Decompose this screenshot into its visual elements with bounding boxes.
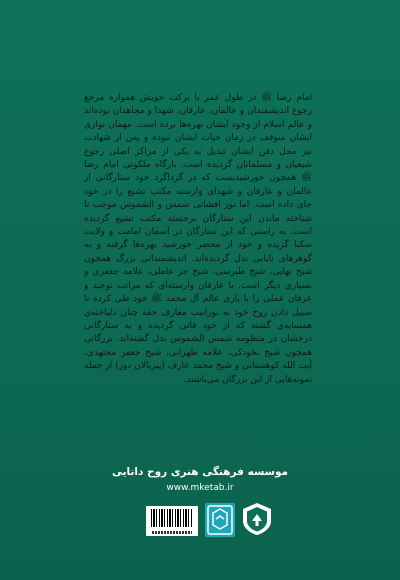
barcode-digits — [152, 531, 192, 534]
publisher-name: موسسه فرهنگی هنری روح دانایی — [111, 466, 289, 478]
body-paragraph: امام رضا ﷺ در طول عمر با برکت خویش همواره مرجع رجوع اندیشمندان و عالمان، عارفان، شهدا و مجاهدان بوده‌اند و عالم اسلام از وجود ایشان بهره‌ها برده است. مهمان نوازی ایشان متوقف در زمان حیات ایشان نبوده و پس از شهادت نیز محل دفن ایشان تبدیل به یکی از مراکز اصلی رجوع شیعیان و مسلمانان گردیده است. بارگاه ملکوتی امام رضا ﷺ همچون خورشیدیست که در گرداگرد خود ستارگانی از عالمان و عارفان و شهدای وارسته مکتب تشیع را در خود جای داده است. اما نور افشانی شمس و الشموس موجب نا شناخته ماندن این ستارگان برجسته مکتب تشیع گردیده است. به راستی که این ستارگان در آسمان امامت و ولایت سکنا گزیده و خود از محضر خورشید بهره‌ها گرفته و به گوهرهای ناپابی بدل گردیده‌اند. اندیشمندانی بزرگ همچون شیخ بهایی، شیخ طبرسی، شیخ حر عاملی، علامه جعفری و بسیاری دیگر است. یا عارفان وارسته‌ای که مراتب توحید و عرفان عملی را با یاری عالم آل محمد ﷺ خود طی کرده تا سبیل دادن روح خود به نورانیت معارف حقه چنان دلباخته‌ی همسایه‌ی گشته که از خود فانی گردیده و به ستارگانی درخشان در منظومه شمس الشموس بدل گشته‌اند. بزرگانی همچون شیخ نخودکی، علامه طهرانی، شیخ جعفر مجتهدی، آیت الله کوهستانی و شیخ محمد عارف (پیرپالان دوز) از جمله نمونه‌هایی از این بزرگان می‌باشند. — [84, 93, 312, 385]
badge-logo-icon — [240, 501, 274, 537]
publisher-logo-icon — [205, 503, 235, 537]
website-url: www.mketab.ir — [166, 483, 234, 493]
barcode-icon — [146, 506, 198, 536]
barcode-bars — [151, 509, 193, 527]
